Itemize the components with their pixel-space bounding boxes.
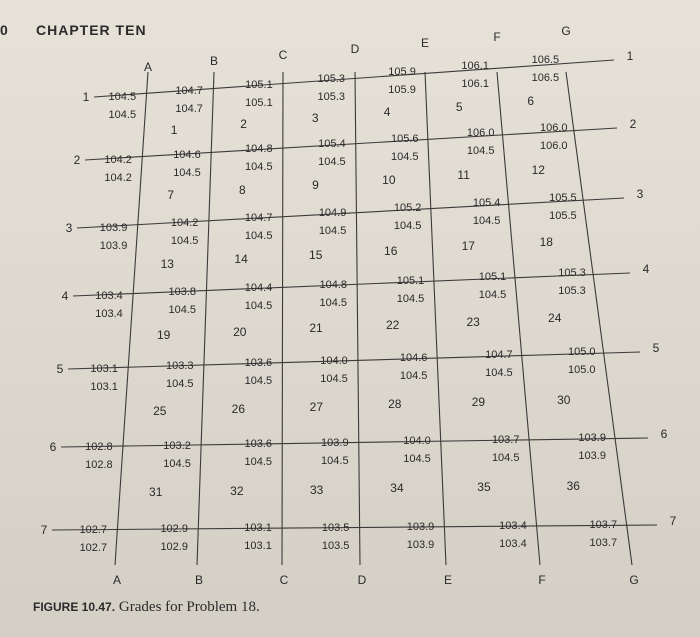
- existing-elevation: 106.0: [540, 122, 568, 134]
- figure-caption-text: Grades for Problem 18.: [118, 599, 260, 615]
- existing-elevation: 104.8: [245, 143, 273, 156]
- block-number: 2: [240, 116, 247, 131]
- existing-elevation: 103.4: [95, 290, 123, 302]
- row-label-right-7: 7: [669, 514, 677, 528]
- elevation-pair: [80, 521, 108, 557]
- final-elevation: 104.5: [399, 369, 428, 382]
- final-elevation: 105.9: [388, 84, 416, 97]
- existing-elevation: 105.6: [390, 132, 419, 145]
- existing-elevation: 103.6: [244, 438, 272, 450]
- row-line-3: [77, 198, 624, 228]
- existing-elevation: 105.1: [245, 78, 273, 91]
- elevation-pair: [321, 434, 349, 470]
- elevation-pair: [95, 287, 123, 323]
- elevation-pair: [320, 352, 348, 388]
- final-elevation: 103.4: [499, 537, 527, 550]
- row-label-right-5: 5: [652, 341, 660, 355]
- column-label-bottom-E: E: [443, 573, 453, 587]
- final-elevation: 104.5: [396, 292, 425, 305]
- existing-elevation: 104.9: [318, 207, 347, 219]
- existing-elevation: 103.2: [163, 439, 191, 452]
- elevation-pair: [171, 214, 199, 250]
- row-label-right-2: 2: [629, 117, 637, 131]
- final-elevation: 105.5: [549, 210, 577, 222]
- elevation-pair: [558, 264, 586, 300]
- elevation-pair: [90, 360, 118, 396]
- elevation-pair: [461, 57, 489, 93]
- block-number: 20: [233, 324, 247, 339]
- row-label-right-3: 3: [636, 187, 644, 201]
- existing-elevation: 103.9: [321, 436, 349, 449]
- elevation-pair: [549, 189, 577, 225]
- figure-label: FIGURE 10.47.: [33, 600, 116, 614]
- elevation-pair: [397, 272, 425, 308]
- final-elevation: 104.5: [393, 220, 422, 232]
- elevation-pair: [244, 435, 272, 471]
- existing-elevation: 106.5: [531, 54, 560, 66]
- figure-caption: [33, 598, 260, 616]
- elevation-pair: [407, 518, 435, 554]
- block-number: 4: [383, 105, 391, 120]
- block-number: 9: [312, 178, 319, 193]
- final-elevation: 105.3: [558, 285, 586, 297]
- block-number: 19: [156, 327, 171, 342]
- final-elevation: 102.9: [160, 541, 188, 554]
- elevation-pair: [163, 437, 191, 473]
- elevation-pair: [160, 520, 188, 556]
- column-line-E: [425, 72, 446, 565]
- elevation-pair: [590, 516, 618, 552]
- column-label-top-B: B: [209, 54, 219, 68]
- existing-elevation: 102.9: [160, 523, 188, 536]
- row-line-7: [52, 525, 657, 530]
- block-number: 34: [390, 481, 404, 496]
- final-elevation: 104.5: [472, 215, 501, 227]
- block-number: 16: [384, 243, 398, 258]
- block-number: 13: [160, 256, 174, 271]
- block-number: 32: [230, 483, 244, 498]
- existing-elevation: 106.1: [461, 60, 489, 73]
- elevation-pair: [85, 438, 113, 474]
- row-line-5: [68, 352, 640, 369]
- column-line-F: [497, 72, 540, 565]
- elevation-pair: [245, 209, 273, 245]
- block-number: 11: [457, 167, 470, 182]
- block-number: 15: [309, 247, 323, 262]
- elevation-pair: [492, 431, 520, 467]
- elevation-pair: [540, 119, 568, 155]
- final-elevation: 104.5: [491, 451, 520, 464]
- block-number: 26: [231, 401, 246, 416]
- elevation-pair: [578, 429, 606, 465]
- existing-elevation: 102.8: [85, 441, 113, 453]
- existing-elevation: 104.7: [244, 212, 273, 224]
- final-elevation: 103.4: [95, 308, 123, 320]
- existing-elevation: 102.7: [79, 524, 108, 536]
- final-elevation: 104.5: [321, 454, 349, 467]
- row-label-left-1: 1: [82, 90, 90, 104]
- column-label-bottom-C: C: [279, 573, 289, 587]
- existing-elevation: 105.5: [549, 192, 577, 204]
- final-elevation: 105.3: [317, 90, 346, 103]
- final-elevation: 103.1: [90, 381, 118, 393]
- block-number: 12: [531, 162, 545, 177]
- elevation-pair: [245, 76, 273, 112]
- final-elevation: 103.9: [578, 450, 606, 462]
- existing-elevation: 104.0: [403, 435, 431, 447]
- row-label-right-4: 4: [642, 262, 650, 276]
- final-elevation: 104.5: [319, 296, 348, 309]
- final-elevation: 105.0: [567, 364, 596, 376]
- elevation-pair: [391, 130, 419, 166]
- existing-elevation: 104.6: [399, 351, 428, 364]
- elevation-pair: [403, 432, 431, 468]
- final-elevation: 103.9: [406, 538, 435, 551]
- elevation-pair: [109, 88, 137, 124]
- row-line-4: [73, 273, 630, 296]
- column-line-C: [282, 72, 283, 565]
- block-number: 14: [234, 252, 248, 267]
- block-number: 3: [311, 111, 319, 126]
- existing-elevation: 105.4: [472, 197, 501, 209]
- final-elevation: 104.5: [403, 453, 431, 465]
- final-elevation: 104.5: [108, 109, 137, 121]
- final-elevation: 104.5: [244, 230, 273, 242]
- existing-elevation: 104.5: [108, 91, 137, 103]
- final-elevation: 104.5: [244, 375, 273, 388]
- block-number: 7: [167, 188, 175, 203]
- block-number: 36: [566, 479, 580, 494]
- column-label-top-E: E: [420, 36, 430, 50]
- block-number: 21: [309, 321, 323, 336]
- block-number: 25: [153, 403, 167, 418]
- final-elevation: 104.2: [104, 172, 132, 184]
- existing-elevation: 104.7: [175, 84, 203, 97]
- block-number: 31: [149, 484, 163, 499]
- row-line-2: [85, 128, 617, 160]
- final-elevation: 106.5: [531, 72, 560, 84]
- elevation-pair: [173, 146, 201, 182]
- existing-elevation: 103.9: [578, 432, 606, 444]
- final-elevation: 104.5: [170, 235, 199, 247]
- block-number: 5: [455, 99, 463, 114]
- final-elevation: 104.5: [245, 161, 273, 174]
- column-line-D: [355, 72, 360, 565]
- column-label-bottom-B: B: [194, 573, 204, 587]
- column-label-top-C: C: [278, 48, 288, 62]
- elevation-pair: [318, 135, 346, 171]
- existing-elevation: 105.2: [393, 202, 422, 214]
- elevation-pair: [104, 151, 132, 187]
- existing-elevation: 104.2: [170, 217, 199, 229]
- column-label-top-A: A: [143, 60, 153, 74]
- elevation-pair: [245, 279, 273, 315]
- elevation-pair: [532, 51, 560, 87]
- existing-elevation: 104.6: [173, 148, 201, 161]
- existing-elevation: 105.3: [317, 72, 346, 85]
- elevation-pair: [485, 346, 513, 382]
- existing-elevation: 103.1: [90, 363, 118, 375]
- existing-elevation: 103.7: [491, 433, 520, 446]
- row-label-left-6: 6: [49, 440, 57, 454]
- final-elevation: 104.5: [466, 145, 495, 158]
- existing-elevation: 104.8: [319, 278, 348, 291]
- existing-elevation: 104.2: [104, 154, 132, 166]
- block-number: 29: [471, 395, 486, 410]
- page-number: 0: [0, 22, 8, 38]
- elevation-pair: [320, 276, 348, 312]
- column-label-top-F: F: [493, 30, 501, 44]
- final-elevation: 104.5: [244, 300, 273, 313]
- existing-elevation: 104.7: [485, 348, 513, 361]
- elevation-pair: [169, 283, 197, 319]
- final-elevation: 104.5: [165, 378, 194, 391]
- existing-elevation: 103.3: [165, 360, 194, 373]
- row-label-left-4: 4: [61, 289, 69, 303]
- existing-elevation: 103.6: [244, 357, 273, 370]
- elevation-pair: [394, 199, 422, 235]
- existing-elevation: 106.0: [466, 127, 495, 140]
- elevation-pair: [100, 219, 128, 255]
- block-number: 30: [557, 393, 571, 408]
- chapter-heading: CHAPTER TEN: [36, 22, 147, 38]
- elevation-pair: [479, 268, 507, 304]
- existing-elevation: 104.4: [244, 282, 273, 295]
- final-elevation: 104.5: [318, 156, 346, 168]
- final-elevation: 104.5: [478, 288, 507, 301]
- existing-elevation: 103.1: [244, 522, 272, 535]
- block-number: 18: [539, 234, 553, 249]
- column-label-bottom-D: D: [357, 573, 367, 587]
- column-label-bottom-A: A: [112, 573, 122, 587]
- existing-elevation: 105.9: [388, 66, 416, 79]
- final-elevation: 106.1: [461, 78, 489, 91]
- existing-elevation: 103.9: [406, 520, 435, 533]
- existing-elevation: 103.4: [499, 519, 527, 532]
- elevation-pair: [319, 204, 347, 240]
- block-number: 28: [388, 397, 402, 412]
- row-label-left-3: 3: [65, 221, 73, 235]
- existing-elevation: 103.8: [168, 286, 197, 299]
- elevation-pair: [317, 70, 345, 106]
- existing-elevation: 103.7: [589, 519, 618, 531]
- elevation-pair: [175, 82, 203, 118]
- final-elevation: 104.5: [168, 304, 197, 317]
- existing-elevation: 103.9: [99, 222, 128, 234]
- existing-elevation: 104.0: [320, 354, 348, 367]
- column-label-bottom-G: G: [629, 573, 639, 587]
- final-elevation: 105.1: [245, 96, 273, 109]
- elevation-pair: [473, 194, 501, 230]
- final-elevation: 104.5: [318, 225, 347, 237]
- row-label-left-5: 5: [56, 362, 64, 376]
- block-number: 6: [527, 93, 535, 108]
- existing-elevation: 105.4: [318, 138, 346, 150]
- block-number: 33: [310, 482, 324, 497]
- block-number: 1: [170, 122, 178, 137]
- final-elevation: 103.9: [99, 240, 128, 252]
- existing-elevation: 105.1: [396, 274, 425, 287]
- elevation-pair: [245, 140, 273, 176]
- elevation-pair: [244, 519, 272, 555]
- final-elevation: 104.5: [244, 456, 272, 468]
- row-line-6: [61, 438, 648, 447]
- row-label-right-6: 6: [660, 427, 668, 441]
- block-number: 35: [477, 480, 491, 495]
- existing-elevation: 105.1: [478, 270, 507, 283]
- final-elevation: 103.1: [244, 540, 272, 553]
- existing-elevation: 105.0: [567, 346, 596, 358]
- final-elevation: 104.5: [390, 150, 419, 163]
- existing-elevation: 103.5: [321, 521, 350, 534]
- existing-elevation: 105.3: [558, 267, 586, 279]
- elevation-pair: [499, 517, 527, 553]
- final-elevation: 103.7: [589, 537, 618, 549]
- final-elevation: 102.7: [79, 542, 108, 554]
- row-label-left-7: 7: [40, 523, 48, 537]
- block-number: 22: [385, 317, 400, 332]
- elevation-pair: [322, 519, 350, 555]
- elevation-pair: [467, 124, 495, 160]
- elevation-pair: [400, 349, 428, 385]
- final-elevation: 104.5: [320, 372, 348, 385]
- block-number: 27: [309, 399, 324, 414]
- elevation-pair: [245, 354, 273, 390]
- final-elevation: 102.8: [85, 459, 113, 471]
- block-number: 24: [548, 311, 562, 326]
- elevation-pair: [388, 63, 416, 99]
- final-elevation: 103.5: [321, 539, 350, 552]
- block-number: 17: [461, 239, 475, 254]
- block-number: 8: [238, 183, 246, 198]
- final-elevation: 106.0: [540, 140, 568, 152]
- column-label-top-D: D: [350, 42, 360, 56]
- elevation-pair: [166, 357, 194, 393]
- column-label-bottom-F: F: [538, 573, 546, 587]
- final-elevation: 104.5: [485, 366, 513, 379]
- block-number: 10: [382, 172, 396, 187]
- elevation-pair: [568, 343, 596, 379]
- block-number: 23: [466, 314, 480, 329]
- column-label-top-G: G: [561, 24, 571, 38]
- row-label-left-2: 2: [73, 153, 81, 167]
- final-elevation: 104.5: [173, 166, 201, 179]
- final-elevation: 104.5: [163, 457, 191, 470]
- final-elevation: 104.7: [175, 102, 203, 115]
- row-label-right-1: 1: [626, 49, 634, 63]
